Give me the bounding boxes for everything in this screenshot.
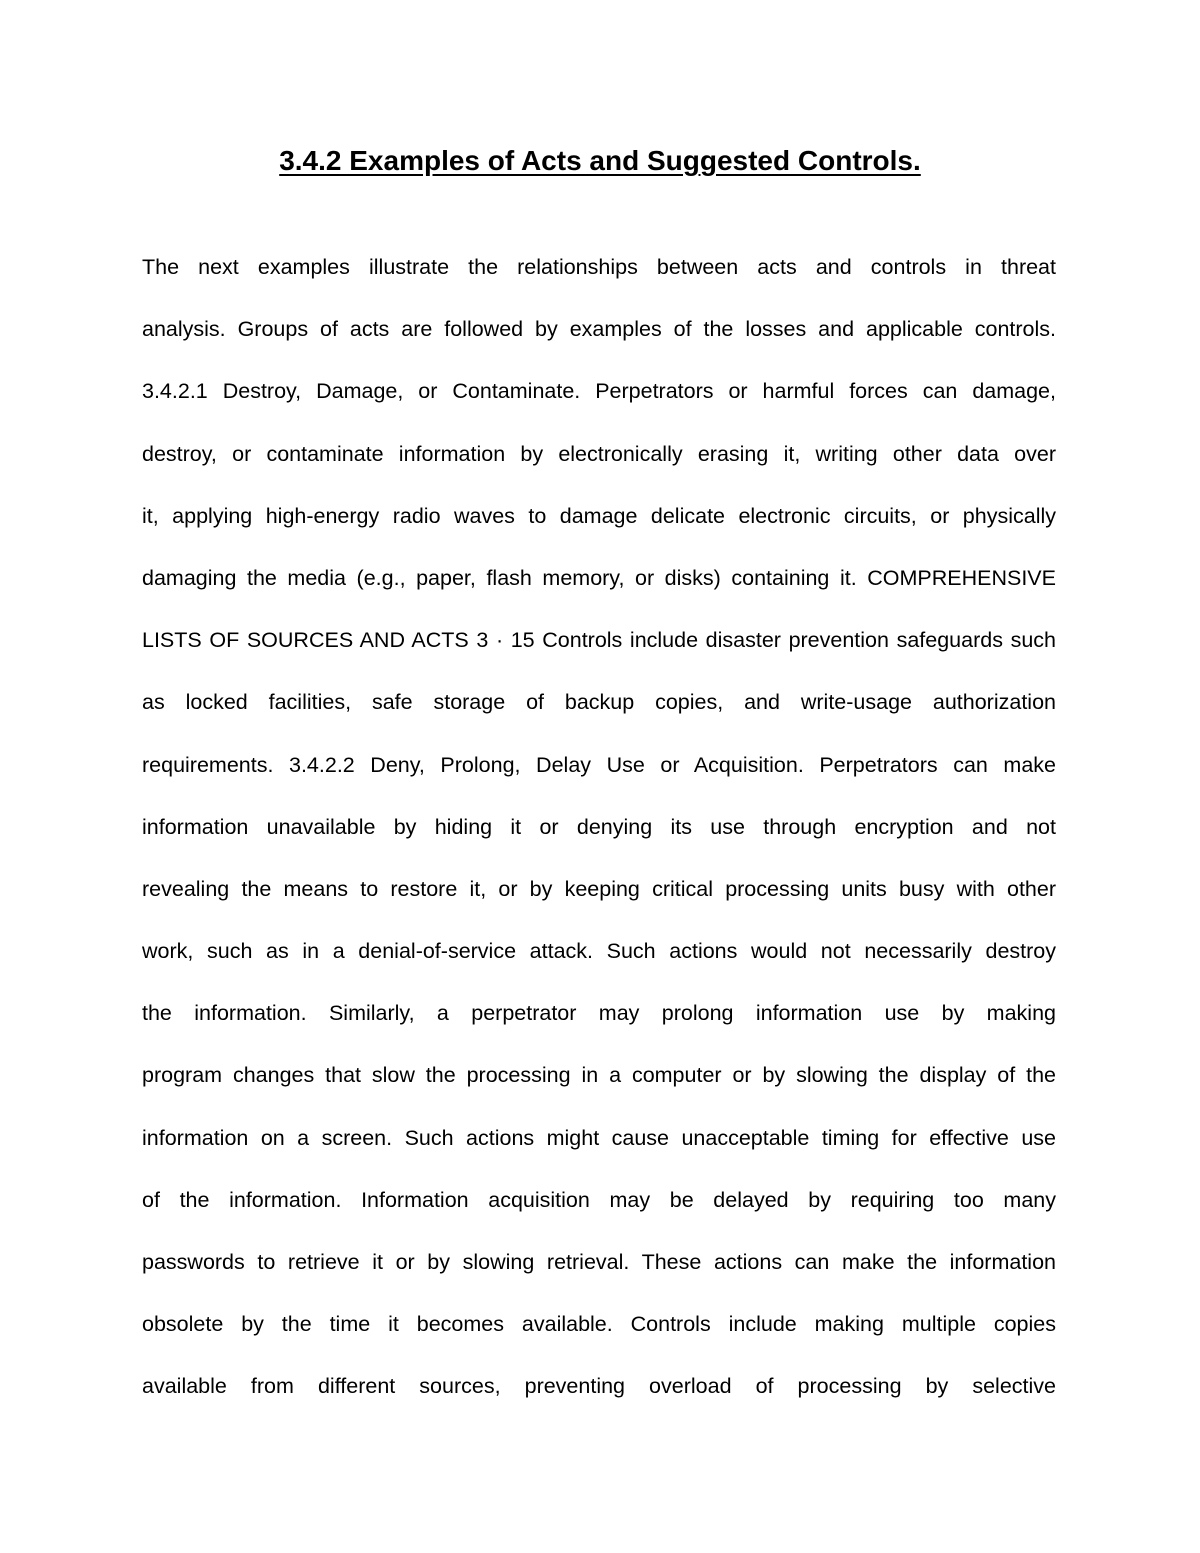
text-line: 3.4.2.1 Destroy, Damage, or Contaminate. Perpetrators or harmful forces can damage, <box>142 379 1056 404</box>
text-line: program changes that slow the processing in a computer or by slowing the display of the <box>142 1063 1056 1088</box>
text-line: analysis. Groups of acts are followed by examples of the losses and applicable controls. <box>142 317 1056 342</box>
text-line: information on a screen. Such actions might cause unacceptable timing for effective use <box>142 1125 1056 1150</box>
text-line: passwords to retrieve it or by slowing retrieval. These actions can make the information <box>142 1250 1056 1274</box>
text-line: work, such as in a denial-of-service attack. Such actions would not necessarily destroy <box>142 939 1056 964</box>
text-line: destroy, or contaminate information by electronically erasing it, writing other data over <box>142 441 1056 466</box>
section-title: 3.4.2 Examples of Acts and Suggested Controls. <box>279 145 921 176</box>
body-paragraph <box>142 236 1056 1418</box>
text-line: the information. Similarly, a perpetrator may prolong information use by making <box>142 1001 1056 1026</box>
text-line: obsolete by the time it becomes available. Controls include making multiple copies <box>142 1312 1056 1337</box>
text-line: information unavailable by hiding it or denying its use through encryption and not <box>142 814 1056 839</box>
text-line: of the information. Information acquisition may be delayed by requiring too many <box>142 1187 1056 1212</box>
text-line: requirements. 3.4.2.2 Deny, Prolong, Delay Use or Acquisition. Perpetrators can make <box>142 752 1056 777</box>
text-line: available from different sources, preventing overload of processing by selective <box>142 1374 1056 1399</box>
text-line: LISTS OF SOURCES AND ACTS 3 · 15 Controls include disaster prevention safeguards such <box>142 628 1056 653</box>
text-line: damaging the media (e.g., paper, flash memory, or disks) containing it. COMPREHENSIVE <box>142 565 1056 590</box>
text-line: as locked facilities, safe storage of backup copies, and write-usage authorization <box>142 690 1056 715</box>
text-line: revealing the means to restore it, or by keeping critical processing units busy with other <box>142 876 1056 901</box>
text-line: The next examples illustrate the relationships between acts and controls in threat <box>142 255 1056 279</box>
text-line: it, applying high-energy radio waves to damage delicate electronic circuits, or physically <box>142 503 1056 528</box>
